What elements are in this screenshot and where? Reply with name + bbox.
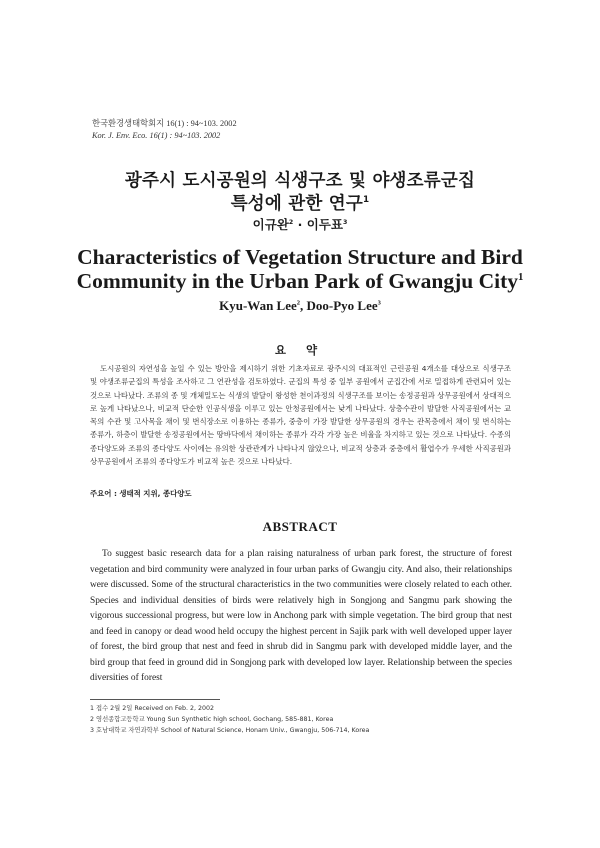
english-author-2-mark: 3	[377, 299, 381, 307]
english-title-footnote-mark: 1	[518, 270, 524, 283]
footnote-divider	[90, 699, 220, 700]
korean-title-line2-text: 특성에 관한 연구	[230, 194, 364, 214]
journal-citation	[92, 118, 237, 142]
korean-author-1-mark: 2	[288, 218, 294, 226]
korean-author-separator: ·	[293, 217, 307, 232]
english-abstract-body: To suggest basic research data for a plan raising naturalness of urban park forest, the structure of forest vegetation and bird community were analyzed in four urban parks of Gwangju city. And also, their relationships were discussed. Some of the structural characteristics in the two communities were closely related to each other. Species and individual densities of birds were relatively high in Songjong and Sangmu park showing the vigorous successional progress, but were low in Anchong park with simple vegetation. The bird group that nest and feed in canopy or dead wood held occupy the highest percent in Sajik park with well developed upper layer of forest, the bird group that nest and feed in shrub did in Sangmu park with developed middle layer, and the bird group that feed in ground did in Songjong park with developed low layer. Relationship between the species diversities of forest	[90, 549, 512, 683]
english-authors	[40, 298, 560, 314]
english-author-1-mark: 2	[296, 299, 301, 307]
journal-citation-ko: 한국환경생태학회지 16(1) : 94~103. 2002	[92, 119, 237, 128]
korean-abstract-body: 도시공원의 자연성을 높일 수 있는 방안을 제시하기 위한 기초자료로 광주시의 대표적인 근린공원 4개소를 대상으로 식생구조 및 야생조류군집의 특성을 조사하고 그 연관성을 검토하였다. 군집의 특성 중 일부 공원에서 군집간에 서로 밀접하게 관련되어 있는 것으로 나타났다. 조류의 종 및 개체밀도는 식생의 발달이 왕성한 천이과정의 식생구조를 보이는 송정공원과 상무공원에서 상대적으로 높게 나타났으나, 비교적 단순한 인공식생을 이루고 있는 안청공원에서는 낮게 나타났다. 상층수관이 발달한 사직공원에서는 교목의 수관 및 고사목을 채이 및 번식장소로 이용하는 종류가, 중층이 가장 발달한 상무공원의 경우는 관목층에서 채이 및 번식하는 종류가, 하층이 발달한 송정공원에서는 땅바닥에서 채이하는 종류가 각각 가장 높은 비율을 차지하고 있는 것으로 나타났다. 수종의 종다양도와 조류의 종다양도 사이에는 유의한 상관관계가 나타나지 않았으나, 비교적 상층과 중층에서 활엽수가 우세한 사직공원과 상무공원에서 조류의 종다양도가 비교적 높은 것으로 나타났다.	[90, 364, 511, 467]
english-author-separator: ,	[300, 298, 307, 313]
korean-title-line2	[40, 193, 560, 216]
korean-authors	[40, 215, 560, 233]
english-author-2: Doo-Pyo Lee	[306, 298, 378, 313]
footnote-1: 1 접수 2월 2일 Received on Feb. 2, 2002	[90, 705, 215, 712]
korean-author-2-mark: 3	[342, 218, 348, 226]
keywords-values: 생태적 지위, 종다양도	[119, 489, 192, 498]
keywords-label: 주요어 :	[90, 489, 117, 498]
korean-title	[40, 170, 560, 216]
english-title-line2	[40, 269, 560, 293]
footnote-2: 2 영선종합고등학교 Young Sun Synthetic high school, Gochang, 585-881, Korea	[90, 716, 334, 723]
english-title	[40, 245, 560, 293]
korean-abstract-heading: 요 약	[274, 343, 326, 357]
english-title-line2-text: Community in the Urban Park of Gwangju City	[76, 269, 518, 293]
footnotes	[90, 703, 369, 736]
english-abstract-heading: ABSTRACT	[262, 519, 338, 534]
english-author-1: Kyu-Wan Lee	[219, 298, 297, 313]
footnote-3: 3 호남대학교 자연과학부 School of Natural Science, Honam Univ., Gwangju, 506-714, Korea	[90, 727, 370, 734]
korean-author-1: 이규완	[252, 217, 289, 232]
journal-citation-en: Kor. J. Env. Eco. 16(1) : 94~103. 2002	[92, 131, 221, 140]
korean-title-footnote-mark: 1	[363, 195, 370, 206]
korean-title-line1: 광주시 도시공원의 식생구조 및 야생조류군집	[124, 171, 476, 191]
korean-author-2: 이두표	[306, 217, 343, 232]
english-title-line1: Characteristics of Vegetation Structure and Bird	[77, 245, 523, 269]
keywords	[90, 488, 192, 499]
